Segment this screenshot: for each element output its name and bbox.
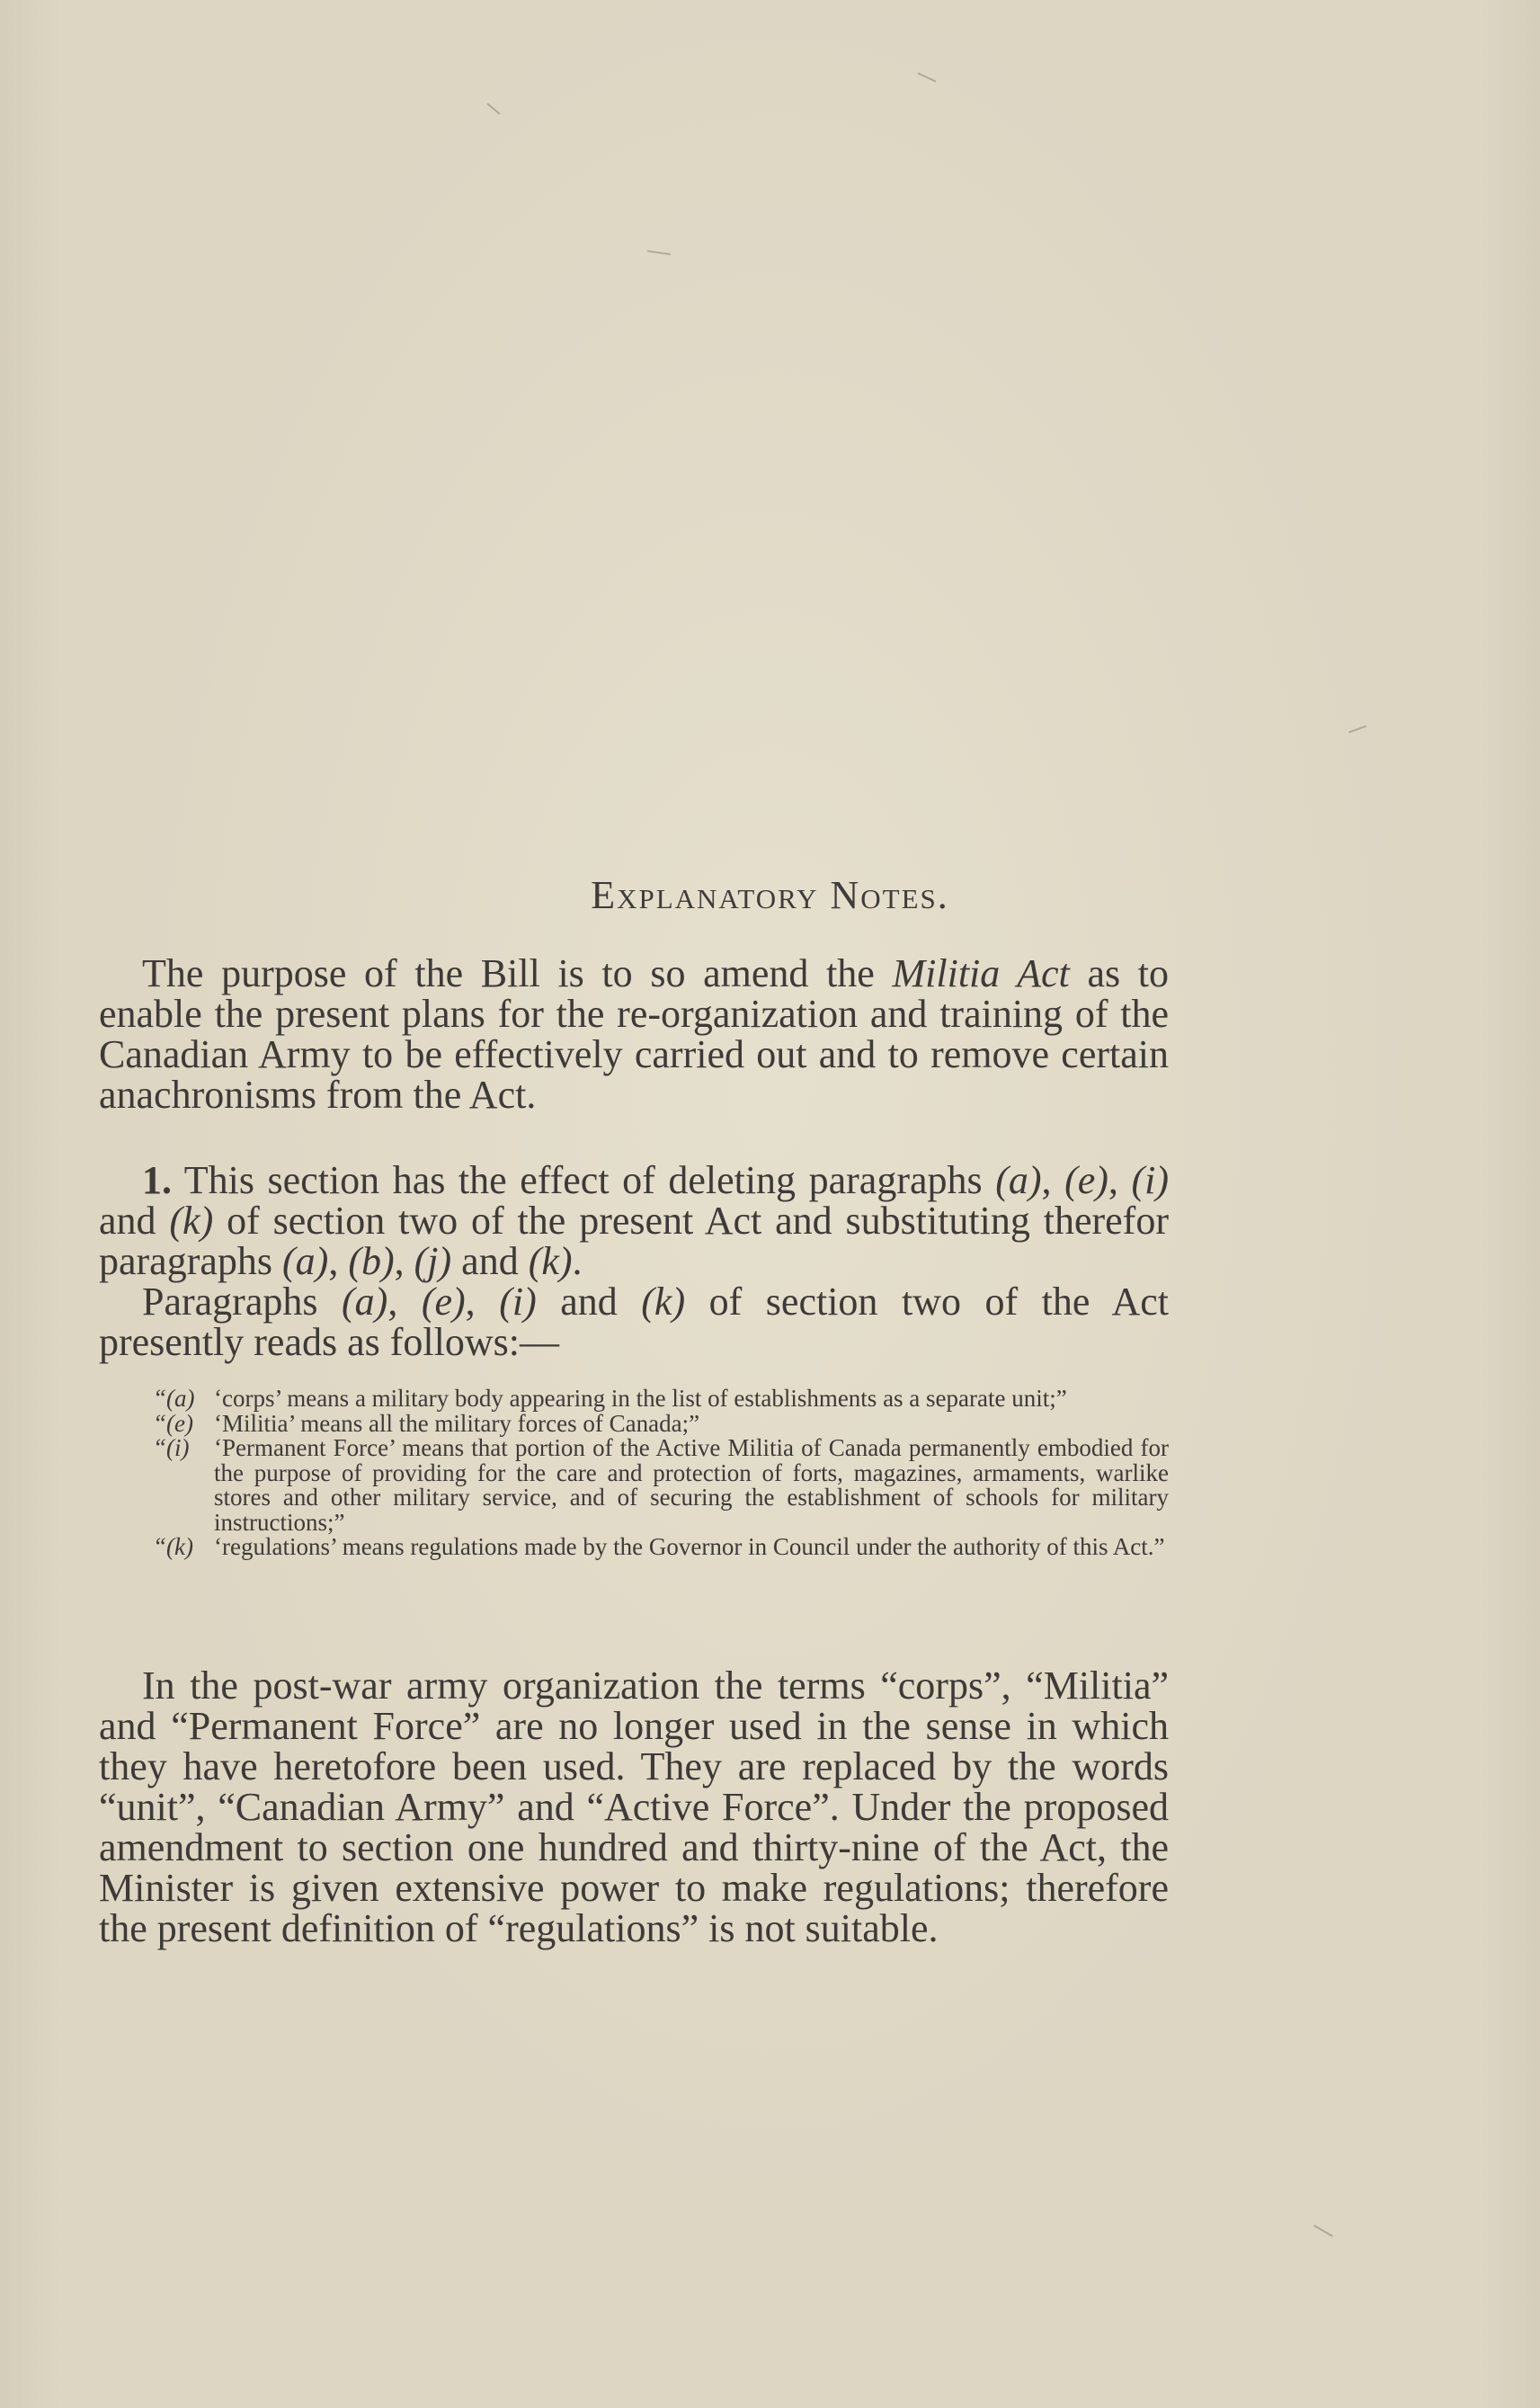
paper-speck: [918, 72, 937, 82]
act-title: Militia Act: [892, 951, 1070, 995]
quote-item: [153, 1436, 1169, 1535]
paper-speck: [1313, 2225, 1333, 2237]
paper-speck: [1349, 726, 1366, 734]
quote-item: [153, 1535, 1169, 1560]
section-1-paragraph: 1. This section has the effect of deleting paragraphs (a), (e), (i) and (k) of section two of the present Act and substituting therefor paragraphs (a), (b), (j) and (k).: [99, 1158, 1170, 1283]
quote-text: ‘regulations’ means regulations made by the Governor in Council under the authority of this Act.”: [214, 1533, 1165, 1560]
paper-speck: [647, 250, 671, 255]
intro-paragraph: The purpose of the Bill is to so amend the Militia Act as to enable the present plans for the re-organization and training of the Canadian Army to be effectively carried out and to remove certain anachronisms from the Act.: [99, 951, 1169, 1117]
quote-item: [153, 1387, 1169, 1412]
quote-text: ‘Militia’ means all the military forces of Canada;”: [214, 1409, 700, 1437]
closing-paragraph: In the post-war army organization the terms “corps”, “Militia” and “Permanent Force” are no longer used in the sense in which they have heretofore been used. They are replaced by the words “unit”, “Canadian Army” and “Active Force”. Under the proposed amendment to section one hundred and thirty-nine of the Act, the Minister is given extensive power to make regulations; therefore the present definition of “regulations” is not suitable.: [99, 1663, 1169, 1950]
quote-text: ‘Permanent Force’ means that portion of the Active Militia of Canada permanently embodied for the purpose of providing for the care and protection of forts, magazines, armaments, warlike stores and other military service, and of securing the establishment of schools for military instructions;”: [214, 1434, 1169, 1536]
section-number: 1.: [142, 1158, 172, 1202]
quote-label: “(e): [153, 1409, 193, 1437]
section-1-continuation: Paragraphs (a), (e), (i) and (k) of section two of the Act presently reads as follows:—: [99, 1280, 1169, 1364]
quote-label: “(a): [153, 1385, 195, 1412]
quote-item: [153, 1409, 1169, 1437]
quote-label: “(k): [153, 1533, 193, 1560]
quote-text: ‘corps’ means a military body appearing in the list of establishments as a separate unit;”: [214, 1385, 1067, 1412]
quote-label: “(i): [153, 1434, 190, 1461]
quoted-definitions: [153, 1387, 1169, 1560]
paper-speck: [486, 103, 500, 114]
page-title: Explanatory Notes.: [591, 873, 949, 917]
